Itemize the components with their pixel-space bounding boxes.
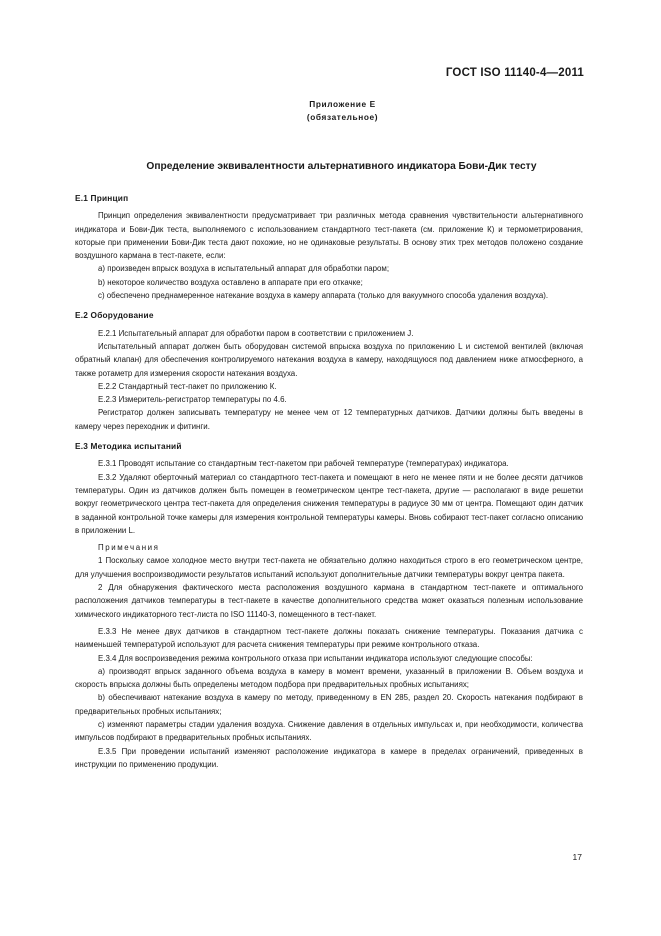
list-item: b) обеспечивают натекание воздуха в камеру по методу, приведенному в EN 285, раздел 20. Скорость натекания подбирают в предварительных пробных испытаниях; bbox=[75, 693, 583, 716]
notes-title: Примечания bbox=[98, 543, 160, 553]
paragraph: Регистратор должен записывать температуру не менее чем от 12 температурных датчиков. Датчики должны быть введены в камеру через переходник и фитинги. bbox=[75, 408, 583, 431]
annex-heading: Определение эквивалентности альтернативного индикатора Бови-Дик тесту bbox=[146, 161, 537, 172]
list-item: с) обеспечено преднамеренное натекание воздуха в камеру аппарата (только для вакуумного способа удаления воздуха). bbox=[98, 291, 549, 301]
list-item: с) изменяют параметры стадии удаления воздуха. Снижение давления в отдельных импульсах и, при необходимости, количества импульсов подбирают в предварительных пробных испытаниях. bbox=[75, 719, 583, 743]
annex-title: Приложение Е bbox=[309, 99, 376, 109]
paragraph: Е.3.4 Для воспроизведения режима контрольного отказа при испытании индикатора используют следующие способы: bbox=[98, 653, 533, 663]
annex-block bbox=[0, 98, 661, 123]
document-code: ГОСТ ISO 11140-4—2011 bbox=[445, 67, 584, 79]
paragraph: Е.2.3 Измеритель-регистратор температуры по 4.6. bbox=[98, 395, 287, 405]
paragraph: Е.3.3 Не менее двух датчиков в стандартном тест-пакете должны показать снижение температуры. Показания датчика с наименьшей температурой используют для расчета снижения температуры при режиме контрольного отказа. bbox=[75, 626, 583, 650]
section-heading-e1: Е.1 Принцип bbox=[75, 193, 129, 203]
list-item: а) произведен впрыск воздуха в испытательный аппарат для обработки паром; bbox=[98, 264, 390, 274]
paragraph: Е.2.2 Стандартный тест-пакет по приложению К. bbox=[98, 381, 277, 391]
paragraph: Е.3.2 Удаляют оберточный материал со стандартного тест-пакета и помещают в него не менее пяти и не более десяти датчиков температуры. Один из датчиков должен быть помещен в геометрическом центре тест-пакета, другие — располагают в виде решетки вокруг геометрического центра тест-пакета для определения снижения температуры в радиусе 30 мм от центра. Помещают один датчик в заданной контрольной точке камеры для измерения контрольной температуры камеры. Вновь собирают тест-пакет согласно описанию в приложении L. bbox=[75, 472, 583, 535]
list-item: а) производят впрыск заданного объема воздуха в камеру в момент времени, указанный в приложении В. Объем воздуха и скорость впрыска должны быть определены методом подбора при предварительных пробных испытаниях; bbox=[75, 666, 583, 690]
page-number: 17 bbox=[572, 852, 582, 862]
section-heading-e2: Е.2 Оборудование bbox=[75, 310, 154, 321]
annex-status: (обязательное) bbox=[306, 111, 379, 122]
note: 2 Для обнаружения фактического места расположения воздушного кармана в стандартном тест-пакете и оптимального расположения датчиков температуры в тест-пакете в качестве дополнительного средства может оказаться полезным использование химического индикаторного тест-листа по ISO 11140-3, помещенного в тест-пакет. bbox=[75, 583, 583, 619]
paragraph: Испытательный аппарат должен быть оборудован системой впрыска воздуха по приложению L и системой вентилей (включая обратный клапан) для обеспечения контролируемого натекания воздуха в камеру, находящуюся под давлением ниже атмосферного, а также ротаметр для измерения скорости натекания воздуха. bbox=[75, 341, 583, 378]
list-item: b) некоторое количество воздуха оставлено в аппарате при его откачке; bbox=[98, 277, 363, 287]
paragraph: Е.3.1 Проводят испытание со стандартным тест-пакетом при рабочей температуре (температурах) индикатора. bbox=[98, 459, 509, 469]
paragraph: Принцип определения эквивалентности предусматривает три различных метода сравнения чувствительности альтернативного индикатора и Бови-Дик теста, выполняемого с использованием стандартного тест-пакета (см. приложение К) и термометрирования, которые при применении Бови-Дик теста дают похожие, но не одинаковые результаты. В основу этих трех методов положено создание воздушного кармана в тест-пакете, если: bbox=[75, 211, 583, 261]
body-text bbox=[75, 192, 583, 771]
paragraph: Е.2.1 Испытательный аппарат для обработки паром в соответствии с приложением J. bbox=[98, 328, 414, 338]
section-heading-e3: Е.3 Методика испытаний bbox=[75, 441, 182, 452]
note: 1 Поскольку самое холодное место внутри тест-пакета не обязательно должно находиться строго в его геометрическом центре, для улучшения воспроизводимости результатов испытаний используют дополнительные датчики температуры вокруг центра пакета. bbox=[75, 556, 583, 579]
paragraph: Е.3.5 При проведении испытаний изменяют расположение индикатора в камере в пределах ограничений, приведенных в инструкции по применению продукции. bbox=[75, 746, 583, 769]
